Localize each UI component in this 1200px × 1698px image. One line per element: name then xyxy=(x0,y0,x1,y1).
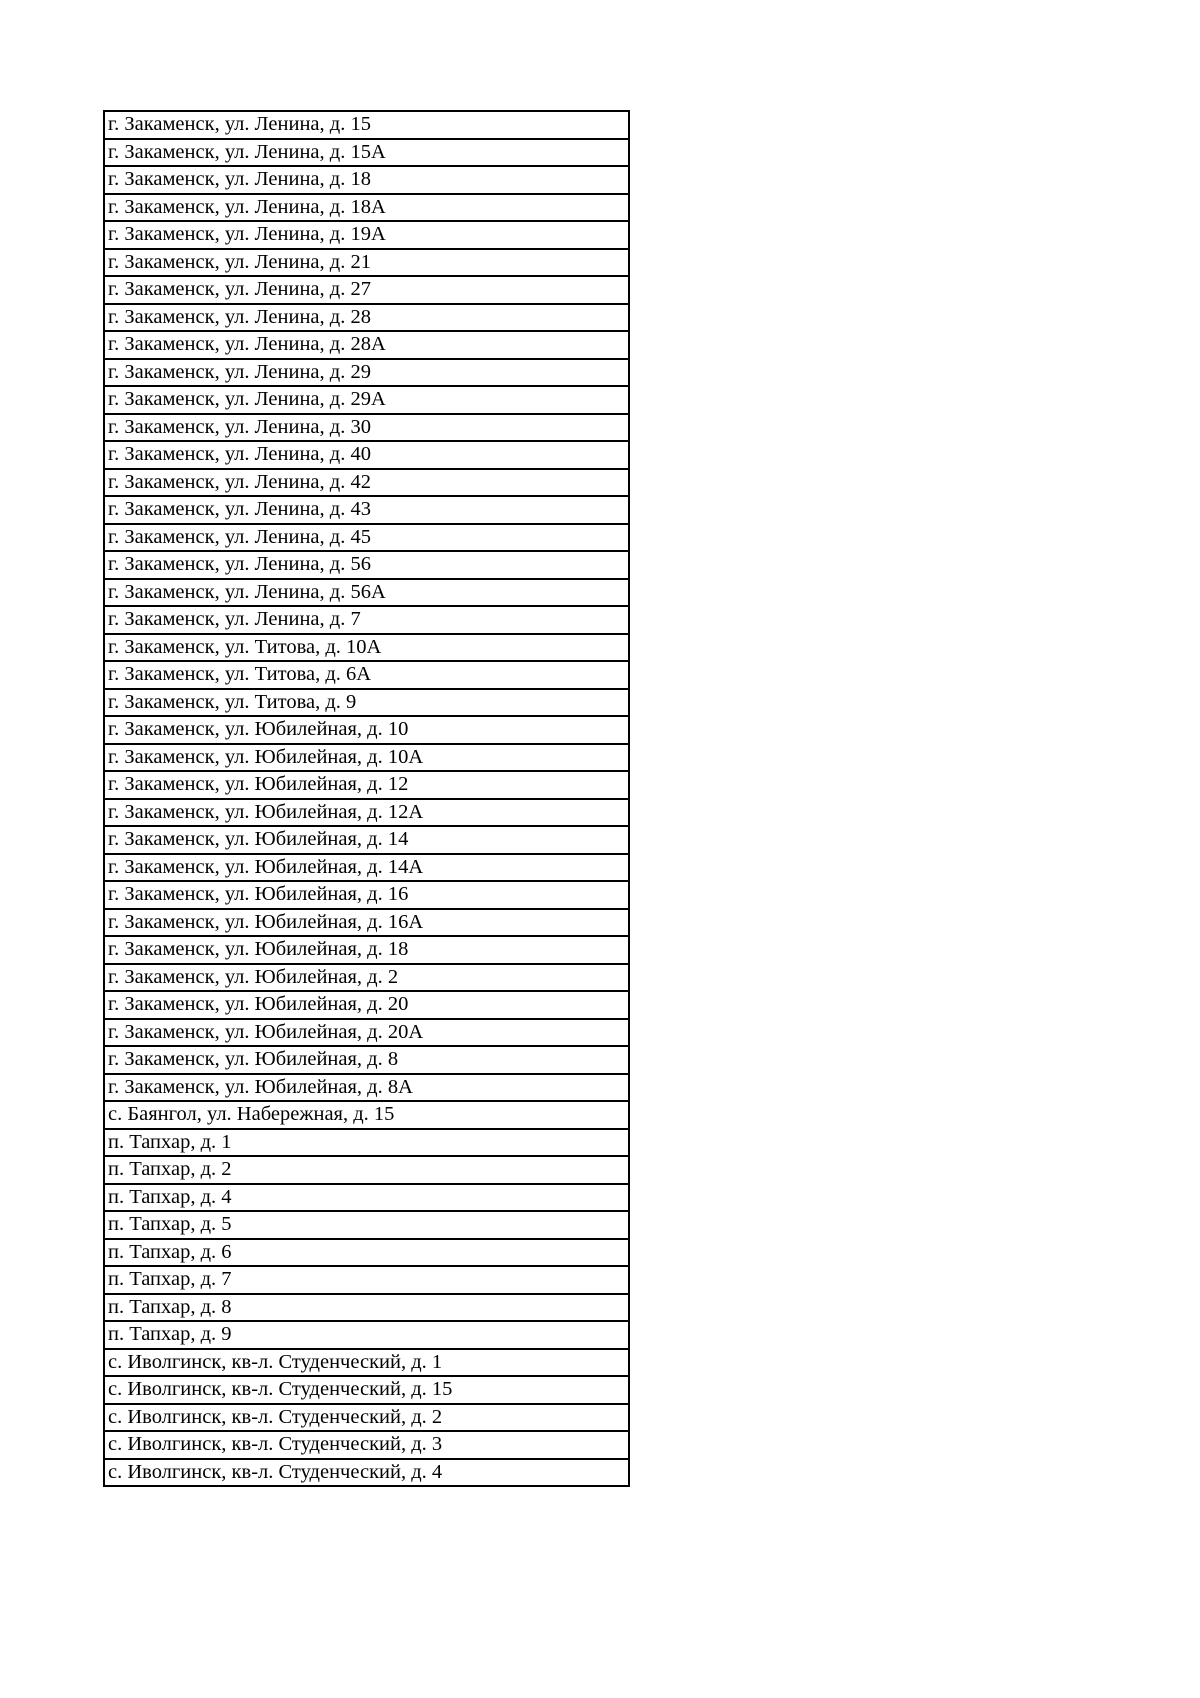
address-cell: г. Закаменск, ул. Юбилейная, д. 8 xyxy=(104,1046,629,1074)
table-row xyxy=(104,359,629,387)
address-cell: г. Закаменск, ул. Ленина, д. 15 xyxy=(104,111,629,139)
table-row xyxy=(104,304,629,332)
table-row xyxy=(104,1074,629,1102)
address-cell: с. Иволгинск, кв-л. Студенческий, д. 15 xyxy=(104,1376,629,1404)
address-cell: с. Иволгинск, кв-л. Студенческий, д. 4 xyxy=(104,1459,629,1487)
table-row xyxy=(104,496,629,524)
table-row xyxy=(104,854,629,882)
address-cell: г. Закаменск, ул. Юбилейная, д. 20А xyxy=(104,1019,629,1047)
address-cell: г. Закаменск, ул. Юбилейная, д. 8А xyxy=(104,1074,629,1102)
address-table xyxy=(103,110,630,1487)
table-row xyxy=(104,111,629,139)
address-cell: г. Закаменск, ул. Юбилейная, д. 10 xyxy=(104,716,629,744)
table-row xyxy=(104,1239,629,1267)
address-cell: г. Закаменск, ул. Ленина, д. 18 xyxy=(104,166,629,194)
address-cell: г. Закаменск, ул. Ленина, д. 7 xyxy=(104,606,629,634)
address-cell: г. Закаменск, ул. Титова, д. 9 xyxy=(104,689,629,717)
table-row xyxy=(104,139,629,167)
address-cell: с. Иволгинск, кв-л. Студенческий, д. 1 xyxy=(104,1349,629,1377)
table-row xyxy=(104,689,629,717)
table-row xyxy=(104,386,629,414)
address-cell: п. Тапхар, д. 4 xyxy=(104,1184,629,1212)
address-cell: п. Тапхар, д. 7 xyxy=(104,1266,629,1294)
table-row xyxy=(104,1266,629,1294)
table-row xyxy=(104,1184,629,1212)
address-cell: г. Закаменск, ул. Юбилейная, д. 16А xyxy=(104,909,629,937)
address-cell: г. Закаменск, ул. Ленина, д. 56 xyxy=(104,551,629,579)
address-cell: г. Закаменск, ул. Юбилейная, д. 16 xyxy=(104,881,629,909)
address-cell: п. Тапхар, д. 9 xyxy=(104,1321,629,1349)
table-row xyxy=(104,166,629,194)
address-cell: г. Закаменск, ул. Ленина, д. 21 xyxy=(104,249,629,277)
address-cell: г. Закаменск, ул. Ленина, д. 29А xyxy=(104,386,629,414)
address-cell: г. Закаменск, ул. Ленина, д. 28 xyxy=(104,304,629,332)
address-cell: г. Закаменск, ул. Юбилейная, д. 12 xyxy=(104,771,629,799)
table-row xyxy=(104,414,629,442)
address-cell: г. Закаменск, ул. Юбилейная, д. 10А xyxy=(104,744,629,772)
address-cell: г. Закаменск, ул. Ленина, д. 45 xyxy=(104,524,629,552)
address-cell: г. Закаменск, ул. Титова, д. 6А xyxy=(104,661,629,689)
address-cell: г. Закаменск, ул. Ленина, д. 42 xyxy=(104,469,629,497)
address-cell: с. Баянгол, ул. Набережная, д. 15 xyxy=(104,1101,629,1129)
table-row xyxy=(104,551,629,579)
table-row xyxy=(104,1376,629,1404)
table-row xyxy=(104,249,629,277)
address-table-body xyxy=(104,111,629,1486)
address-cell: г. Закаменск, ул. Ленина, д. 56А xyxy=(104,579,629,607)
table-row xyxy=(104,909,629,937)
address-cell: г. Закаменск, ул. Юбилейная, д. 12А xyxy=(104,799,629,827)
address-cell: г. Закаменск, ул. Ленина, д. 40 xyxy=(104,441,629,469)
address-cell: г. Закаменск, ул. Ленина, д. 15А xyxy=(104,139,629,167)
table-row xyxy=(104,1459,629,1487)
table-row xyxy=(104,881,629,909)
table-row xyxy=(104,744,629,772)
table-row xyxy=(104,716,629,744)
address-cell: г. Закаменск, ул. Ленина, д. 18А xyxy=(104,194,629,222)
address-cell: г. Закаменск, ул. Ленина, д. 29 xyxy=(104,359,629,387)
table-row xyxy=(104,991,629,1019)
table-row xyxy=(104,771,629,799)
table-row xyxy=(104,221,629,249)
table-row xyxy=(104,634,629,662)
table-row xyxy=(104,1129,629,1157)
address-cell: с. Иволгинск, кв-л. Студенческий, д. 3 xyxy=(104,1431,629,1459)
table-row xyxy=(104,964,629,992)
table-row xyxy=(104,469,629,497)
table-row xyxy=(104,1349,629,1377)
address-cell: г. Закаменск, ул. Ленина, д. 28А xyxy=(104,331,629,359)
address-cell: г. Закаменск, ул. Ленина, д. 43 xyxy=(104,496,629,524)
table-row xyxy=(104,1046,629,1074)
table-row xyxy=(104,1404,629,1432)
table-row xyxy=(104,606,629,634)
address-cell: г. Закаменск, ул. Титова, д. 10А xyxy=(104,634,629,662)
table-row xyxy=(104,1211,629,1239)
address-cell: п. Тапхар, д. 8 xyxy=(104,1294,629,1322)
table-row xyxy=(104,194,629,222)
table-row xyxy=(104,1156,629,1184)
table-row xyxy=(104,1294,629,1322)
address-cell: п. Тапхар, д. 1 xyxy=(104,1129,629,1157)
address-cell: г. Закаменск, ул. Юбилейная, д. 18 xyxy=(104,936,629,964)
address-cell: г. Закаменск, ул. Юбилейная, д. 14А xyxy=(104,854,629,882)
address-cell: г. Закаменск, ул. Ленина, д. 30 xyxy=(104,414,629,442)
table-row xyxy=(104,799,629,827)
table-row xyxy=(104,1431,629,1459)
address-cell: п. Тапхар, д. 2 xyxy=(104,1156,629,1184)
table-row xyxy=(104,276,629,304)
table-row xyxy=(104,1019,629,1047)
address-cell: г. Закаменск, ул. Юбилейная, д. 14 xyxy=(104,826,629,854)
table-row xyxy=(104,661,629,689)
address-cell: с. Иволгинск, кв-л. Студенческий, д. 2 xyxy=(104,1404,629,1432)
table-row xyxy=(104,331,629,359)
table-row xyxy=(104,936,629,964)
table-row xyxy=(104,1101,629,1129)
table-row xyxy=(104,441,629,469)
table-row xyxy=(104,579,629,607)
address-cell: г. Закаменск, ул. Юбилейная, д. 2 xyxy=(104,964,629,992)
address-cell: г. Закаменск, ул. Ленина, д. 27 xyxy=(104,276,629,304)
address-cell: п. Тапхар, д. 5 xyxy=(104,1211,629,1239)
table-row xyxy=(104,1321,629,1349)
table-row xyxy=(104,826,629,854)
address-cell: г. Закаменск, ул. Ленина, д. 19А xyxy=(104,221,629,249)
address-cell: г. Закаменск, ул. Юбилейная, д. 20 xyxy=(104,991,629,1019)
table-row xyxy=(104,524,629,552)
address-cell: п. Тапхар, д. 6 xyxy=(104,1239,629,1267)
